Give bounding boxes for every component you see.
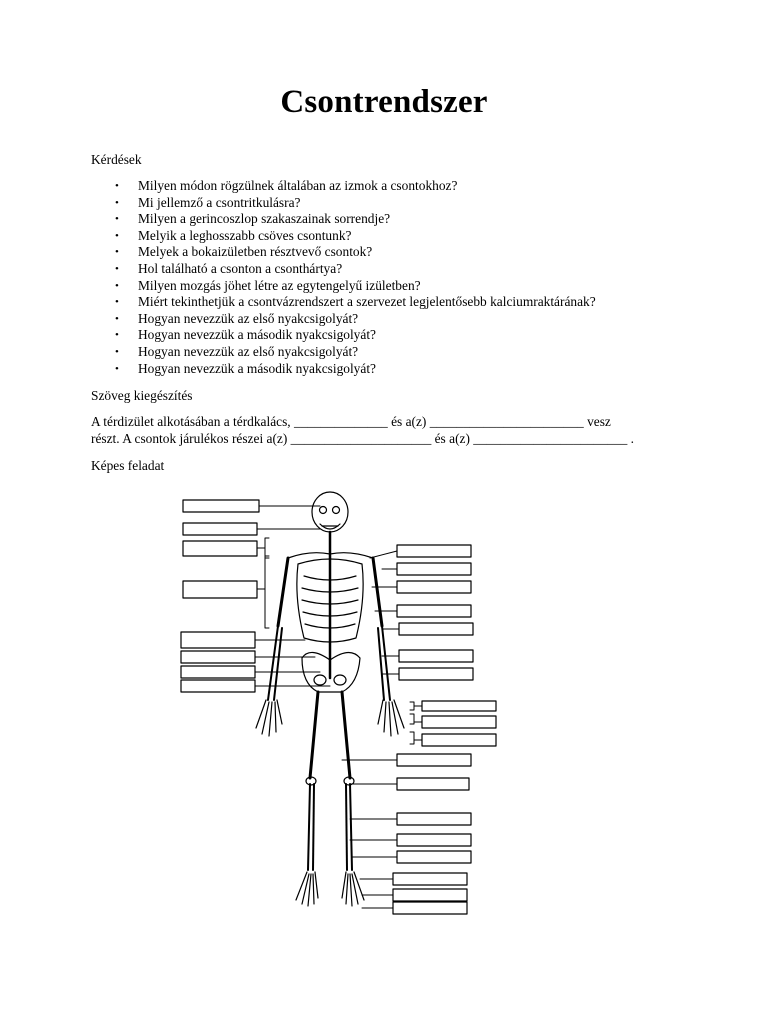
fill-in-text [91, 413, 681, 447]
bullet: • [115, 196, 119, 209]
label-box-right-5[interactable] [399, 623, 473, 635]
list-item: • Hogyan nevezzük az első nyakcsigolyát? [115, 310, 359, 326]
label-box-left-2[interactable] [183, 523, 257, 535]
list-item: • Hogyan nevezzük a második nyakcsigolyát? [115, 327, 376, 343]
list-item: • Hogyan nevezzük a második nyakcsigolyát? [115, 360, 376, 376]
label-box-right-10[interactable] [422, 734, 496, 746]
label-box-left-3[interactable] [183, 541, 257, 556]
label-box-right-2[interactable] [397, 563, 471, 575]
fill-line-2: részt. A csontok járulékos részei a(z) _____________________ és a(z) _______________________ . [91, 431, 634, 446]
bullet: • [115, 279, 119, 292]
question-list [115, 178, 596, 377]
questions-heading: Kérdések [91, 152, 142, 167]
left-label-boxes [181, 500, 259, 692]
label-box-right-9[interactable] [422, 716, 496, 728]
bullet: • [115, 213, 119, 226]
label-box-left-5[interactable] [181, 632, 255, 648]
list-item: • Mi jellemző a csontritkulásra? [115, 194, 301, 210]
label-box-right-1[interactable] [397, 545, 471, 557]
label-box-right-7[interactable] [399, 668, 473, 680]
bullet: • [115, 262, 119, 275]
bullet: • [115, 329, 119, 342]
bullet: • [115, 246, 119, 259]
label-box-right-14[interactable] [397, 834, 471, 846]
list-item: • Milyen módon rögzülnek általában az izmok a csontokhoz? [115, 178, 458, 193]
label-box-left-7[interactable] [181, 666, 255, 678]
list-item: • Miért tekinthetjük a csontvázrendszert a szervezet legjelentősebb kalciumraktárának? [115, 294, 596, 310]
label-box-right-18[interactable] [393, 902, 467, 914]
label-box-right-6[interactable] [399, 650, 473, 662]
bullet: • [115, 180, 119, 192]
label-box-left-4[interactable] [183, 581, 257, 598]
right-label-boxes [393, 545, 496, 914]
skeleton-figure [170, 488, 510, 920]
label-box-left-8[interactable] [181, 680, 255, 692]
list-item: • Hogyan nevezzük az első nyakcsigolyát? [115, 343, 359, 359]
label-box-right-8[interactable] [422, 701, 496, 711]
label-box-left-6[interactable] [181, 651, 255, 663]
picture-heading: Képes feladat [91, 458, 165, 473]
skeleton [256, 492, 404, 906]
label-box-right-12[interactable] [397, 778, 469, 790]
list-item: • Melyek a bokaizületben résztvevő csontok? [115, 244, 373, 260]
skeleton-diagram [170, 488, 510, 920]
label-box-right-13[interactable] [397, 813, 471, 825]
bullet: • [115, 296, 119, 309]
label-box-right-4[interactable] [397, 605, 471, 617]
list-item: • Melyik a leghosszabb csöves csontunk? [115, 227, 352, 243]
fill-line-1: A térdizület alkotásában a térdkalács, ______________ és a(z) _______________________ vesz [91, 414, 611, 429]
page-title: Csontrendszer [280, 84, 488, 120]
fill-heading: Szöveg kiegészítés [91, 388, 193, 403]
label-box-left-1[interactable] [183, 500, 259, 512]
bullet: • [115, 312, 119, 325]
bullet: • [115, 345, 119, 358]
bullet: • [115, 362, 119, 375]
label-box-right-16[interactable] [393, 873, 467, 885]
label-box-right-15[interactable] [397, 851, 471, 863]
bullet: • [115, 229, 119, 242]
list-item: • Hol található a csonton a csonthártya? [115, 260, 343, 276]
label-box-right-11[interactable] [397, 754, 471, 766]
label-box-right-3[interactable] [397, 581, 471, 593]
label-box-right-17[interactable] [393, 889, 467, 901]
list-item: • Milyen mozgás jöhet létre az egytengelyű izületben? [115, 277, 421, 293]
list-item: • Milyen a gerincoszlop szakaszainak sorrendje? [115, 211, 391, 227]
